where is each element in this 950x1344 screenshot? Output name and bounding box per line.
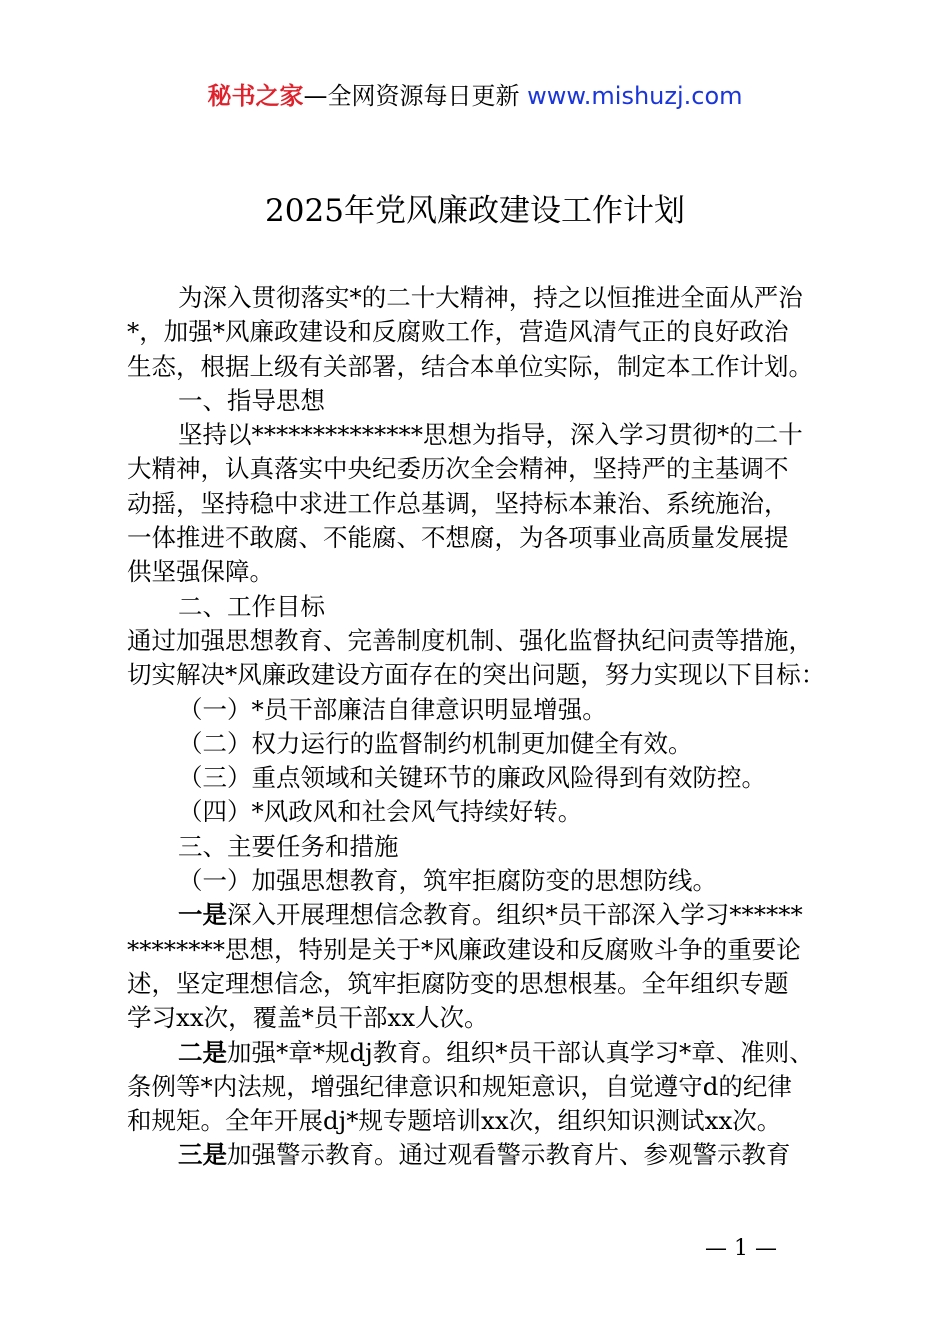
body-line — [127, 624, 852, 658]
body-line-text: （三）重点领域和关键环节的廉政风险得到有效防控。 — [178, 763, 766, 793]
body-line — [127, 1070, 852, 1104]
body-line — [127, 1104, 852, 1138]
body-line — [127, 487, 852, 521]
body-line — [127, 795, 852, 829]
document-body — [127, 281, 852, 1173]
page-number: — 1 — — [705, 1236, 777, 1261]
body-line — [127, 315, 852, 349]
body-line — [127, 590, 852, 624]
site-banner — [0, 78, 950, 114]
body-line-text: （一）加强思想教育，筑牢拒腐防变的思想防线。 — [178, 866, 717, 896]
body-line — [127, 830, 852, 864]
body-line — [127, 281, 852, 315]
body-line-text: 一体推进不敢腐、不能腐、不想腐，为各项事业高质量发展提 — [127, 523, 789, 553]
body-line-text: 条例等*内法规，增强纪律意识和规矩意识，自觉遵守d的纪律 — [127, 1071, 792, 1101]
body-line-text: 切实解决*风廉政建设方面存在的突出问题，努力实现以下目标： — [127, 660, 826, 690]
body-line — [127, 898, 852, 932]
body-line-text: 生态，根据上级有关部署，结合本单位实际，制定本工作计划。 — [127, 351, 813, 381]
body-line-text: 加强*章*规dj教育。组织*员干部认真学习*章、准则、 — [227, 1037, 814, 1067]
body-line-text: 大精神，认真落实中央纪委历次全会精神，坚持严的主基调不 — [127, 454, 789, 484]
body-line — [127, 418, 852, 452]
body-line-text: 二、工作目标 — [178, 591, 325, 621]
body-line-text: 学习xx次，覆盖*员干部xx人次。 — [127, 1003, 489, 1033]
body-line-text: 三、主要任务和措施 — [178, 831, 399, 861]
body-line-text: 述，坚定理想信念，筑牢拒腐防变的思想根基。全年组织专题 — [127, 968, 789, 998]
brand-name: 秘书之家 — [207, 82, 304, 110]
body-line-text: （四）*风政风和社会风气持续好转。 — [178, 797, 583, 827]
body-line-text: 为深入贯彻落实*的二十大精神，持之以恒推进全面从严治 — [178, 283, 803, 312]
body-line-text: 供坚强保障。 — [127, 557, 274, 587]
body-line-text: 和规矩。全年开展dj*规专题培训xx次，组织知识测试xx次。 — [127, 1106, 782, 1136]
body-line — [127, 1036, 852, 1070]
body-line-text: 一、指导思想 — [178, 385, 325, 415]
body-line — [127, 384, 852, 418]
body-line — [127, 693, 852, 727]
body-line-text: 加强警示教育。通过观看警示教育片、参观警示教育 — [227, 1140, 791, 1170]
body-line — [127, 761, 852, 795]
body-line-text: 动摇，坚持稳中求进工作总基调，坚持标本兼治、系统施治， — [127, 488, 789, 518]
banner-tagline: —全网资源每日更新 — [303, 82, 528, 110]
document-title: 2025年党风廉政建设工作计划 — [265, 193, 685, 229]
body-line-text: 深入开展理想信念教育。组织*员干部深入学习****** — [227, 900, 803, 930]
item-lead-bold: 一是 — [178, 900, 227, 930]
body-line-text: 坚持以**************思想为指导，深入学习贯彻*的二十 — [178, 420, 803, 450]
body-line — [127, 555, 852, 589]
body-line — [127, 452, 852, 486]
body-line — [127, 933, 852, 967]
item-lead-bold: 二是 — [178, 1037, 227, 1067]
body-line-text: （一）*员干部廉洁自律意识明显增强。 — [178, 694, 607, 724]
item-lead-bold: 三是 — [178, 1140, 227, 1170]
body-line — [127, 350, 852, 384]
body-line — [127, 521, 852, 555]
body-line — [127, 864, 852, 898]
body-line — [127, 658, 852, 692]
body-line — [127, 1001, 852, 1035]
body-line-text: 通过加强思想教育、完善制度机制、强化监督执纪问责等措施， — [127, 625, 813, 655]
body-line — [127, 727, 852, 761]
body-line — [127, 1138, 852, 1172]
body-line — [127, 967, 852, 1001]
body-line-text: ********思想，特别是关于*风廉政建设和反腐败斗争的重要论 — [127, 934, 801, 964]
body-line-text: （二）权力运行的监督制约机制更加健全有效。 — [178, 728, 693, 758]
site-url-link[interactable]: www.mishuzj.com — [527, 82, 743, 110]
body-line-text: *，加强*风廉政建设和反腐败工作，营造风清气正的良好政治 — [127, 317, 789, 347]
